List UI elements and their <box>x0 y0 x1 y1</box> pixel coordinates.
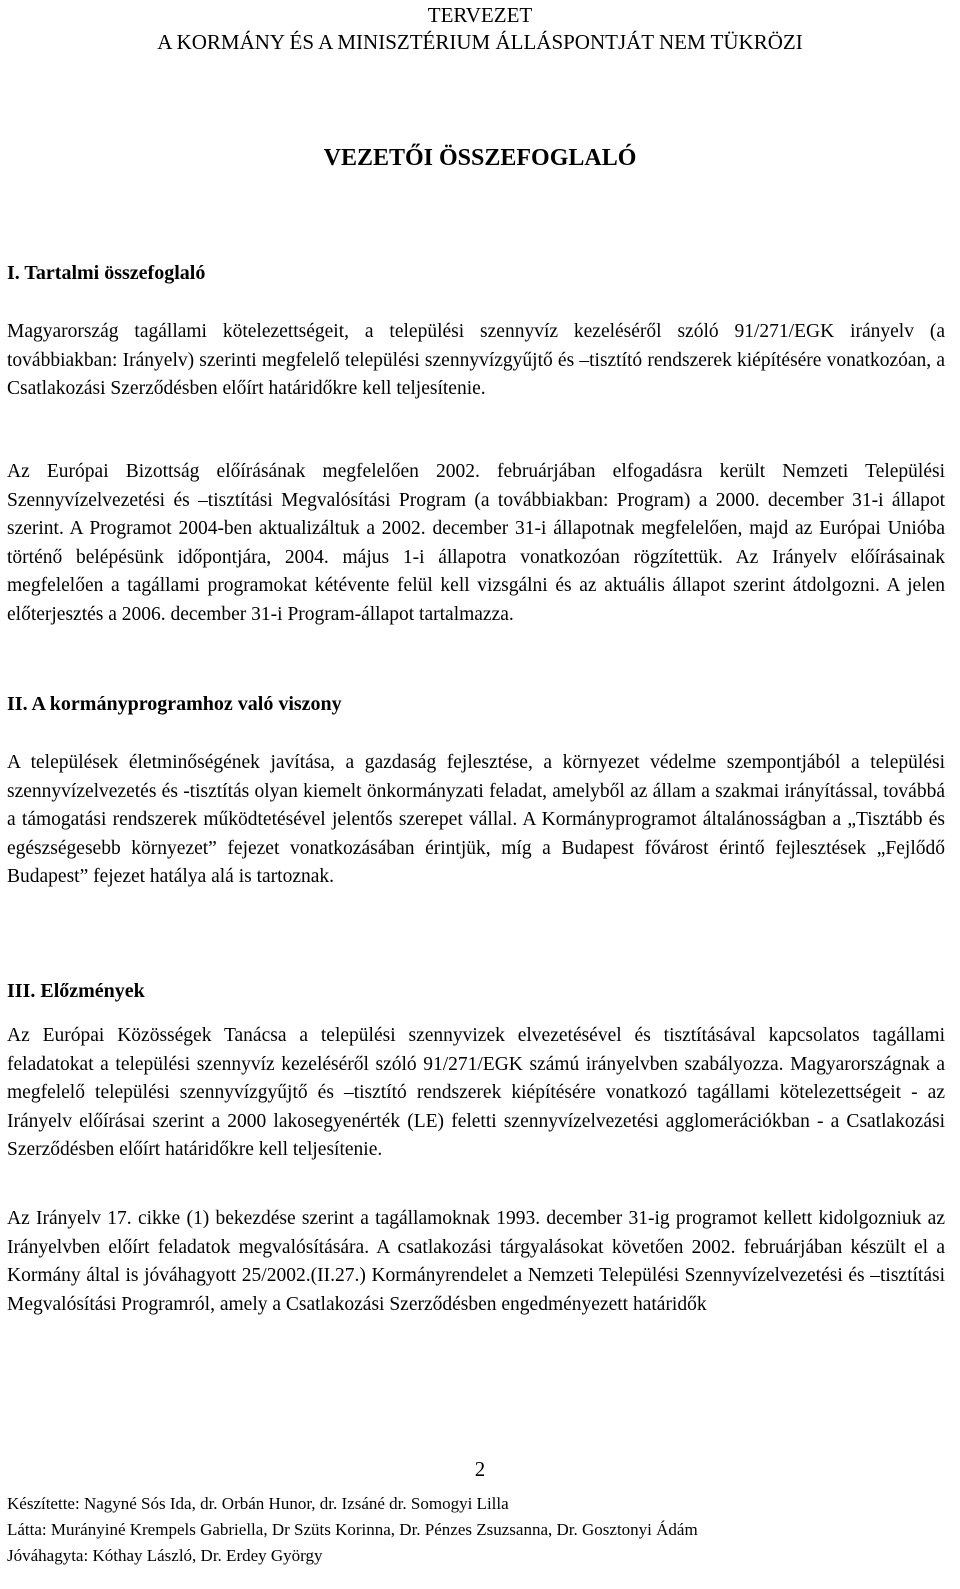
draft-header <box>0 2 960 56</box>
footer-reviewed-by: Látta: Murányiné Krempels Gabriella, Dr Szüts Korinna, Dr. Pénzes Zsuzsanna, Dr. Gosztonyi Ádám <box>7 1520 698 1539</box>
section-heading-2: II. A kormányprogramhoz való viszony <box>7 693 342 715</box>
document-footer <box>7 1491 947 1569</box>
page-number: 2 <box>474 1457 486 1481</box>
document-title: VEZETŐI ÖSSZEFOGLALÓ <box>323 145 637 171</box>
section-3-paragraph-1: Az Európai Közösségek Tanácsa a települési szennyvizek elvezetésével és tisztításával kapcsolatos tagállami feladatokat a települési szennyvíz kezeléséről szóló 91/271/EGK számú irányelvben szabályozza. Magyarországnak a megfelelő települési szennyvízgyűjtő és –tisztító rendszerek kiépítésére vonatkozó tagállami kötelezettségeit - az Irányelv előírásai szerint a 2000 lakosegyenérték (LE) feletti szennyvízelvezetési agglomerációkban - a Csatlakozási Szerződésben előírt határidőkre kell teljesítenie. <box>7 1025 945 1160</box>
section-2-paragraph-1: A települések életminőségének javítása, a gazdaság fejlesztése, a környezet védelme szempontjából a települési szennyvízelvezetés és -tisztítás olyan kiemelt önkormányzati feladat, amelyből az állam a szakmai irányítással, továbbá a támogatási rendszerek működtetésével jelentős szerepet vállal. A Kormányprogramot általánosságban a „Tisztább és egészségesebb környezet” fejezet vonatkozásában érintjük, míg a Budapest fővárost érintő fejlesztések „Fejlődő Budapest” fejezet hatálya alá is tartoznak. <box>7 752 945 887</box>
section-1-paragraph-2: Az Európai Bizottság előírásának megfelelően 2002. februárjában elfogadásra került Nemzeti Települési Szennyvízelvezetési és –tisztítási Megvalósítási Program (a továbbiakban: Program) a 2000. december 31-i állapot szerint. A Programot 2004-ben aktualizáltuk a 2002. december 31-i állapotnak megfelelően, majd az Európai Unióba történő belépésünk időpontjára, 2004. május 1-i állapotra vonatkozóan rögzítettük. Az Irányelv előírásainak megfelelően a tagállami programokat kétévente felül kell vizsgálni és az aktuális állapot szerint átdolgozni. A jelen előterjesztés a 2006. december 31-i Program-állapot tartalmazza. <box>7 461 945 625</box>
section-1-paragraph-1: Magyarország tagállami kötelezettségeit, a települési szennyvíz kezeléséről szóló 91/271/EGK irányelv (a továbbiakban: Irányelv) szerinti megfelelő települési szennyvízgyűjtő és –tisztító rendszerek kiépítésére vonatkozóan, a Csatlakozási Szerződésben előírt határidőkre kell teljesítenie. <box>7 321 945 399</box>
section-heading-1: I. Tartalmi összefoglaló <box>7 262 206 284</box>
header-line-2: A KORMÁNY ÉS A MINISZTÉRIUM ÁLLÁSPONTJÁT NEM TÜKRÖZI <box>157 30 803 54</box>
header-line-1: TERVEZET <box>427 3 533 27</box>
footer-prepared-by: Készítette: Nagyné Sós Ida, dr. Orbán Hunor, dr. Izsáné dr. Somogyi Lilla <box>7 1494 509 1513</box>
section-3-paragraph-2: Az Irányelv 17. cikke (1) bekezdése szerint a tagállamoknak 1993. december 31-ig programot kellett kidolgozniuk az Irányelvben előírt feladatok megvalósítására. A csatlakozási tárgyalásokat követően 2002. februárjában készült el a Kormány által is jóváhagyott 25/2002.(II.27.) Kormányrendelet a Nemzeti Települési Szennyvízelvezetési és –tisztítási Megvalósítási Programról, amely a Csatlakozási Szerződésben engedményezett határidők <box>7 1208 945 1315</box>
footer-approved-by: Jóváhagyta: Kóthay László, Dr. Erdey György <box>7 1546 323 1565</box>
section-heading-3: III. Előzmények <box>7 980 145 1002</box>
